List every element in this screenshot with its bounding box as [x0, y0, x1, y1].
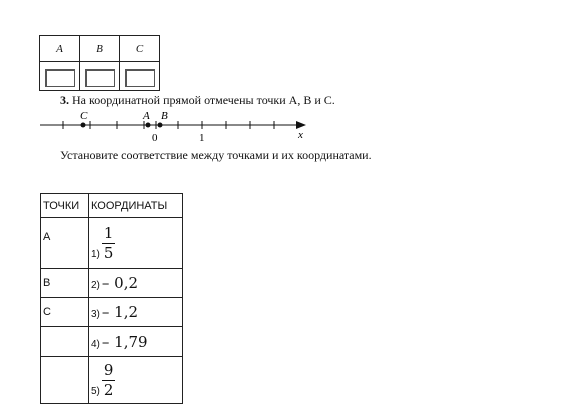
- option-5-numerator: 9: [103, 360, 114, 379]
- point-cell-empty-1: [41, 327, 89, 357]
- option-2-value: – 0,2: [101, 274, 139, 292]
- option-1-fraction: [102, 223, 116, 262]
- answer-header-c: C: [120, 36, 160, 62]
- point-a-dot: [146, 123, 151, 128]
- answer-cell-c: [120, 62, 160, 91]
- answer-box-b[interactable]: [85, 69, 115, 87]
- point-c-label: C: [80, 110, 88, 122]
- point-cell-empty-2: [41, 357, 89, 404]
- option-1-number: 1): [91, 248, 100, 260]
- task-number: 3.: [60, 93, 69, 107]
- option-2-number: 2): [91, 280, 100, 291]
- option-4: [89, 327, 183, 357]
- task-instruction: Установите соответствие между точками и их координатами.: [60, 148, 372, 162]
- match-table: [40, 193, 183, 404]
- number-line: [0, 105, 320, 145]
- option-4-value: – 1,79: [101, 332, 148, 351]
- axis-arrow-icon: [296, 121, 306, 129]
- point-b-dot: [158, 123, 163, 128]
- option-3: [89, 298, 183, 327]
- answer-cell-a: [40, 62, 80, 91]
- axis-label-x: x: [298, 129, 303, 141]
- tick-label-one: 1: [199, 132, 205, 144]
- option-1-denominator: 5: [103, 243, 114, 262]
- answer-header-b: B: [80, 36, 120, 62]
- point-b-label: B: [161, 110, 168, 122]
- option-5-denominator: 2: [103, 380, 114, 399]
- option-3-number: 3): [91, 309, 100, 320]
- option-2: [89, 269, 183, 298]
- answer-header-a: A: [40, 36, 80, 62]
- point-cell-b: B: [41, 269, 89, 298]
- point-c-dot: [81, 123, 86, 128]
- tick-label-zero: 0: [152, 132, 158, 144]
- point-cell-c: C: [41, 298, 89, 327]
- answer-box-a[interactable]: [45, 69, 75, 87]
- option-5-fraction: [102, 360, 116, 399]
- option-4-number: 4): [91, 338, 100, 350]
- option-3-value: – 1,2: [101, 303, 139, 321]
- match-header-coords: КООРДИНАТЫ: [89, 194, 183, 218]
- match-header-points: ТОЧКИ: [41, 194, 89, 218]
- option-5-number: 5): [91, 385, 100, 397]
- answer-box-c[interactable]: [125, 69, 155, 87]
- option-1: [89, 218, 183, 269]
- option-1-numerator: 1: [103, 223, 114, 242]
- answer-table: [39, 35, 160, 91]
- point-cell-a: A: [41, 218, 89, 269]
- point-a-label: A: [143, 110, 150, 122]
- task-text: На координатной прямой отмечены точки A, B и C.: [72, 93, 335, 107]
- option-5: [89, 357, 183, 404]
- answer-cell-b: [80, 62, 120, 91]
